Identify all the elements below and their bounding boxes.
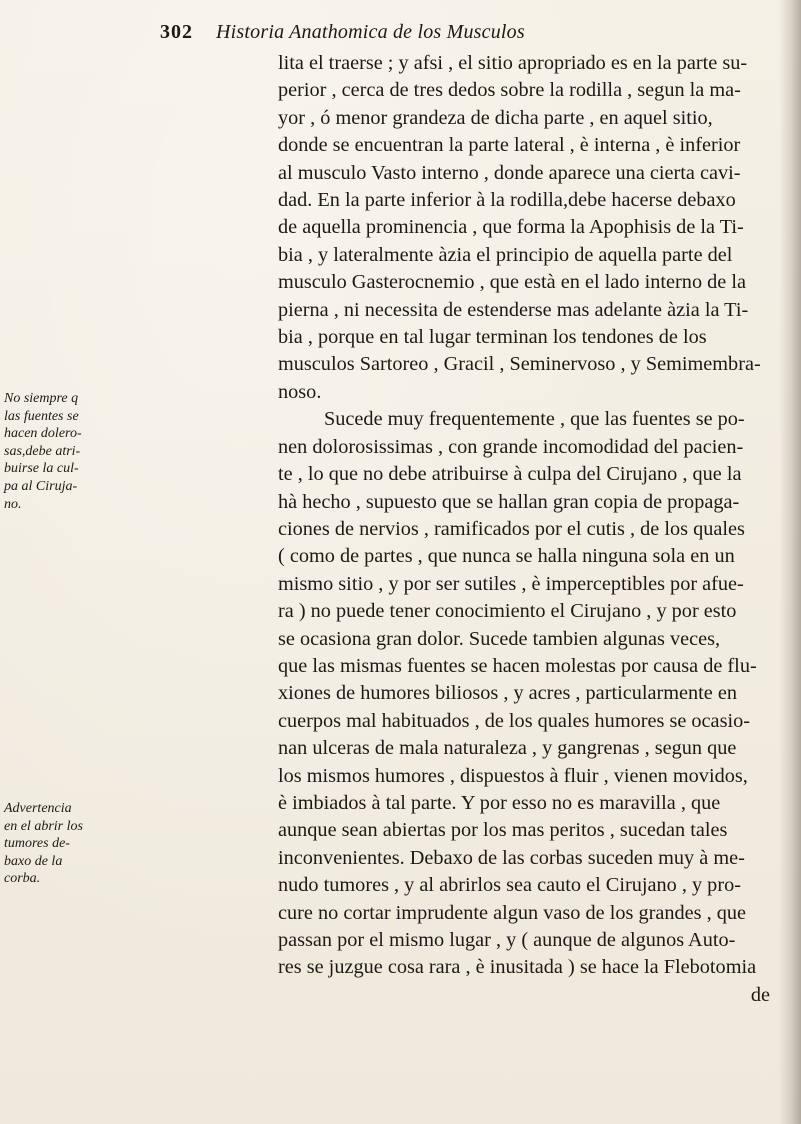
text-line: bia , y lateralmente àzia el principio de aquella parte del [278, 243, 733, 266]
text-line: mismo sitio , y por ser sutiles , è imperceptibles por afue- [278, 572, 744, 595]
text-line: musculos Sartoreo , Gracil , Seminervoso , y Semimembra- [278, 353, 761, 376]
text-line: nen dolorosissimas , con grande incomodidad del pacien- [278, 435, 744, 458]
text-line: ( como de partes , que nunca se halla ninguna sola en un [278, 545, 735, 568]
margin-note-line: baxo de la [4, 853, 63, 869]
margin-note-line: buirse la cul- [4, 461, 79, 477]
margin-note-line: tumores de- [4, 836, 70, 852]
page-edge-shadow [779, 0, 801, 1124]
margin-note-line: Advertencia [4, 801, 72, 816]
text-line: perior , cerca de tres dedos sobre la rodilla , segun la ma- [278, 79, 741, 102]
text-line: res se juzgue cosa rara , è inusitada ) se hace la Flebotomia [278, 956, 757, 979]
text-line: aunque sean abiertas por los mas peritos , sucedan tales [278, 819, 728, 842]
body-text [278, 50, 778, 1009]
text-line: los mismos humores , dispuestos à fluir , vienen movidos, [278, 764, 748, 787]
text-line: yor , ó menor grandeza de dicha parte , en aquel sitio, [278, 106, 713, 129]
text-line: al musculo Vasto interno , donde aparece una cierta cavi- [278, 161, 741, 184]
text-line: donde se encuentran la parte lateral , è interna , è inferior [278, 134, 741, 157]
text-line: xiones de humores biliosos , y acres , particularmente en [278, 682, 738, 705]
text-line: noso. [278, 380, 322, 403]
text-line: hà hecho , supuesto que se hallan gran copia de propaga- [278, 490, 740, 513]
text-line: è imbiados à tal parte. Y por esso no es maravilla , que [278, 791, 721, 814]
margin-note-fuentes [4, 390, 144, 513]
text-line: nudo tumores , y al abrirlos sea cauto el Cirujano , y pro- [278, 874, 741, 897]
text-line: cure no cortar imprudente algun vaso de los grandes , que [278, 901, 747, 924]
paragraph-start-line: Sucede muy frequentemente , que las fuentes se po- [324, 408, 745, 431]
text-line: de aquella prominencia , que forma la Apophisis de la Ti- [278, 216, 744, 239]
page-header [160, 16, 760, 48]
margin-note-line: hacen dolero- [4, 426, 82, 442]
margin-note-line: sas,debe atri- [4, 443, 81, 459]
page-number: 302 [160, 21, 193, 43]
text-line: pierna , ni necessita de estenderse mas adelante àzia la Ti- [278, 298, 749, 321]
text-line: bia , porque en tal lugar terminan los tendones de los [278, 326, 707, 349]
margin-note-line: corba. [4, 871, 41, 887]
text-line: se ocasiona gran dolor. Sucede tambien algunas veces, [278, 627, 721, 650]
margin-note-line: pa al Ciruja- [4, 478, 78, 494]
text-line: cuerpos mal habituados , de los quales humores se ocasio- [278, 709, 750, 732]
margin-note-line: en el abrir los [4, 818, 83, 834]
text-line: lita el traerse ; y afsi , el sitio apropriado es en la parte su- [278, 52, 748, 74]
running-head: Historia Anathomica de los Musculos [216, 21, 525, 43]
text-line: nan ulceras de mala naturaleza , y gangrenas , segun que [278, 737, 737, 760]
margin-note-line: las fuentes se [4, 408, 79, 424]
text-line: inconvenientes. Debaxo de las corbas suceden muy à me- [278, 846, 745, 869]
margin-note-line: No siempre q [4, 391, 79, 406]
text-line: musculo Gasterocnemio , que està en el lado interno de la [278, 271, 747, 294]
text-line: ra ) no puede tener conocimiento el Cirujano , y por esto [278, 600, 737, 623]
catchword: de [750, 983, 770, 1006]
text-line: te , lo que no debe atribuirse à culpa del Cirujano , que la [278, 463, 742, 486]
margin-note-line: no. [4, 496, 22, 512]
text-line: passan por el mismo lugar , y ( aunque de algunos Auto- [278, 929, 736, 951]
text-line: que las mismas fuentes se hacen molestas por causa de flu- [278, 654, 757, 677]
text-line: dad. En la parte inferior à la rodilla,debe hacerse debaxo [278, 189, 736, 212]
text-line: ciones de nervios , ramificados por el cutis , de los quales [278, 517, 745, 540]
margin-note-advertencia [4, 800, 144, 888]
